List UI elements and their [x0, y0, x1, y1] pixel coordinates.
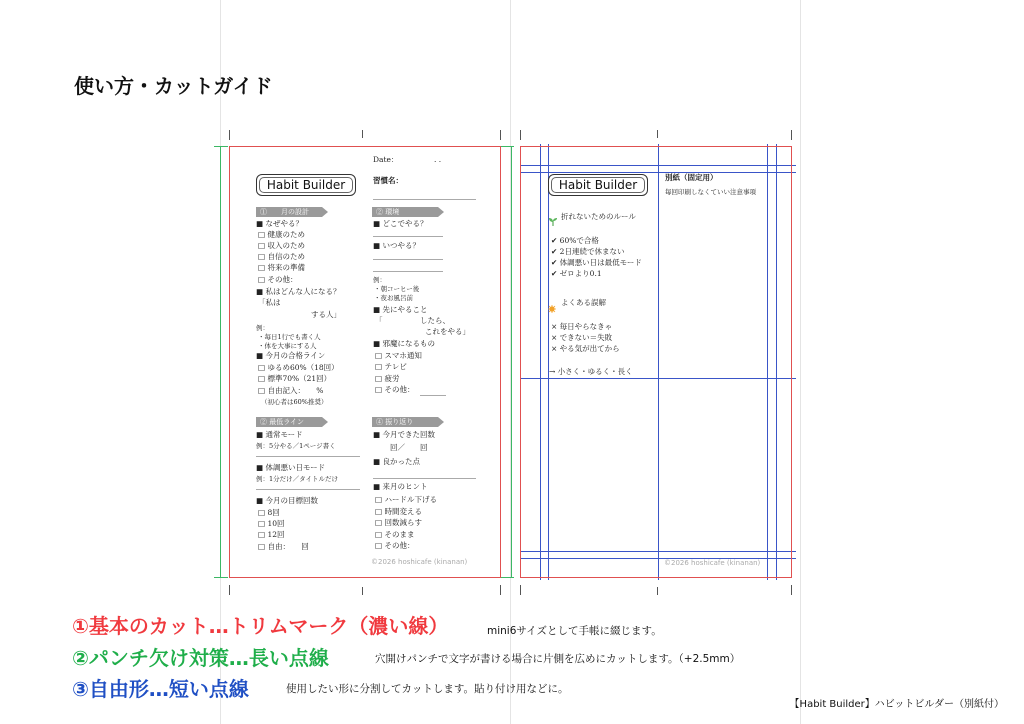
who-line-2: する人」 [311, 310, 341, 319]
first-line-1: 「 したら、 [375, 316, 450, 325]
why-option: □ 将来の準備 [258, 263, 305, 272]
conclusion-text: → 小さく・ゆるく・長く [549, 367, 633, 376]
why-question: ■ なぜやる？ [256, 219, 303, 228]
target-option: □ 8回 [258, 508, 280, 517]
answer-line [256, 489, 360, 490]
trim-mark [657, 587, 658, 595]
bad-day-question: ■ 体調悪い日モード [256, 463, 326, 472]
rule-item: ✔ 体調悪い日は最低モード [551, 258, 642, 267]
env-example-label: 例： [373, 276, 386, 284]
normal-mode-question: ■ 通常モード [256, 430, 303, 439]
answer-line [420, 395, 446, 396]
warning-icon [548, 298, 556, 306]
side-subtitle: 毎回印刷しなくていい注意事項 [665, 188, 756, 196]
habit-name-label: 習慣名： [373, 176, 403, 185]
punch-cut-line [214, 577, 228, 578]
rule-item: ✔ ゼロより0.1 [551, 269, 602, 278]
legend-free-label: ③自由形…短い点線 [72, 677, 249, 701]
mistake-item: × できない＝失敗 [551, 333, 613, 342]
legend-punch-label: ②パンチ欠け対策…長い点線 [72, 646, 329, 670]
mistakes-title: よくある誤解 [561, 298, 606, 307]
who-example-label: 例： [256, 324, 269, 332]
rule-item: ✔ 60%で合格 [551, 236, 599, 245]
footer-title: 【Habit Builder】ハビットビルダー（別紙付） [789, 699, 1004, 710]
why-option: □ その他： [258, 275, 298, 284]
side-title: 別紙（固定用） [665, 173, 718, 182]
trim-mark [520, 585, 521, 595]
pass-note: （初心者は60%推奨） [261, 398, 328, 406]
first-line-2: これをやる」 [425, 327, 470, 336]
answer-line [373, 259, 443, 260]
right-copyright: ©2026 hoshicafe (kinanan) [664, 559, 761, 567]
hint-option: □ ハードル下げる [375, 495, 437, 504]
section-1-header: ① 月の設計 [256, 207, 322, 217]
logo-text: Habit Builder [266, 178, 346, 192]
trim-mark [520, 130, 521, 140]
logo-text: Habit Builder [558, 178, 638, 192]
who-example: ・体を大事にする人 [258, 342, 317, 350]
trim-mark [229, 130, 230, 140]
where-question: ■ どこでやる？ [373, 219, 428, 228]
habit-builder-logo [548, 174, 648, 196]
pass-option: □ 標準70%（21回） [258, 374, 332, 383]
who-line-1: 「私は [258, 298, 281, 307]
trim-mark [362, 587, 363, 595]
done-question: ■ 今月できた回数 [373, 430, 435, 439]
trim-mark [229, 585, 230, 595]
why-option: □ 自信のため [258, 252, 305, 261]
trim-mark [657, 130, 658, 138]
right-card-trim-border [520, 146, 792, 578]
date-dots: . . [434, 155, 442, 164]
answer-line [256, 456, 360, 457]
answer-line [373, 478, 476, 479]
hint-question: ■ 来月のヒント [373, 482, 428, 491]
hint-option: □ そのまま [375, 530, 415, 539]
obstacle-option: □ 疲労 [375, 374, 400, 383]
who-question: ■ 私はどんな人になる？ [256, 287, 341, 296]
legend-punch-note: 穴開けパンチで文字が書ける場合に片側を広めにカットします。（+2.5mm） [375, 653, 741, 665]
env-example: ・夜お風呂前 [374, 294, 413, 302]
hint-option: □ 回数減らす [375, 518, 422, 527]
bad-day-example: 例：1分だけ／タイトルだけ [256, 475, 339, 483]
target-question: ■ 今月の目標回数 [256, 496, 318, 505]
mistake-item: × やる気が出てから [551, 344, 620, 353]
hint-option: □ その他： [375, 541, 415, 550]
legend-trim-label: ①基本のカット…トリムマーク（濃い線） [72, 614, 449, 638]
sprout-icon [549, 211, 557, 219]
punch-cut-line [500, 146, 514, 147]
done-line: 回／ 回 [375, 443, 428, 452]
page-guide-line [800, 0, 801, 724]
obstacle-option: □ テレビ [375, 362, 407, 371]
obstacle-question: ■ 邪魔になるもの [373, 339, 435, 348]
target-option: □ 自由： 回 [258, 542, 309, 551]
punch-cut-line [500, 577, 514, 578]
trim-mark [500, 130, 501, 140]
when-question: ■ いつやる？ [373, 241, 420, 250]
section-2-header: ② 環境 [372, 207, 438, 217]
why-option: □ 収入のため [258, 241, 305, 250]
trim-mark [791, 585, 792, 595]
date-label: Date： [373, 155, 399, 164]
legend-free-note: 使用したい形に分割してカットします。貼り付け用などに。 [286, 683, 569, 695]
target-option: □ 12回 [258, 530, 285, 539]
trim-mark [500, 585, 501, 595]
mistake-item: × 毎日やらなきゃ [551, 322, 613, 331]
left-copyright: ©2026 hoshicafe (kinanan) [371, 558, 468, 566]
env-example: ・朝コーヒー後 [374, 285, 420, 293]
page-title: 使い方・カットガイド [74, 74, 273, 98]
rules-title: 折れないためのルール [561, 212, 636, 221]
punch-cut-line [214, 146, 228, 147]
habit-name-line [373, 199, 476, 200]
target-option: □ 10回 [258, 519, 285, 528]
pass-option: □ 自由記入： % [258, 386, 324, 395]
trim-mark [791, 130, 792, 140]
hint-option: □ 時間変える [375, 507, 422, 516]
pass-option: □ ゆるめ60%（18回） [258, 363, 339, 372]
answer-line [373, 236, 443, 237]
punch-cut-line [511, 146, 512, 578]
good-question: ■ 良かった点 [373, 457, 420, 466]
section-3-header: ② 最低ライン [256, 417, 322, 427]
obstacle-option: □ スマホ通知 [375, 351, 422, 360]
pass-question: ■ 今月の合格ライン [256, 351, 326, 360]
answer-line [373, 271, 443, 272]
normal-mode-example: 例：5分やる／1ページ書く [256, 442, 336, 450]
rule-item: ✔ 2日連続で休まない [551, 247, 625, 256]
why-option: □ 健康のため [258, 230, 305, 239]
habit-builder-logo [256, 174, 356, 196]
punch-cut-line [220, 146, 221, 578]
obstacle-option: □ その他： [375, 385, 415, 394]
section-4-header: ④ 振り返り [372, 417, 438, 427]
legend-trim-note: mini6サイズとして手帳に綴じます。 [487, 625, 662, 637]
first-question: ■ 先にやること [373, 305, 428, 314]
trim-mark [362, 130, 363, 138]
who-example: ・毎日1行でも書く人 [258, 333, 321, 341]
